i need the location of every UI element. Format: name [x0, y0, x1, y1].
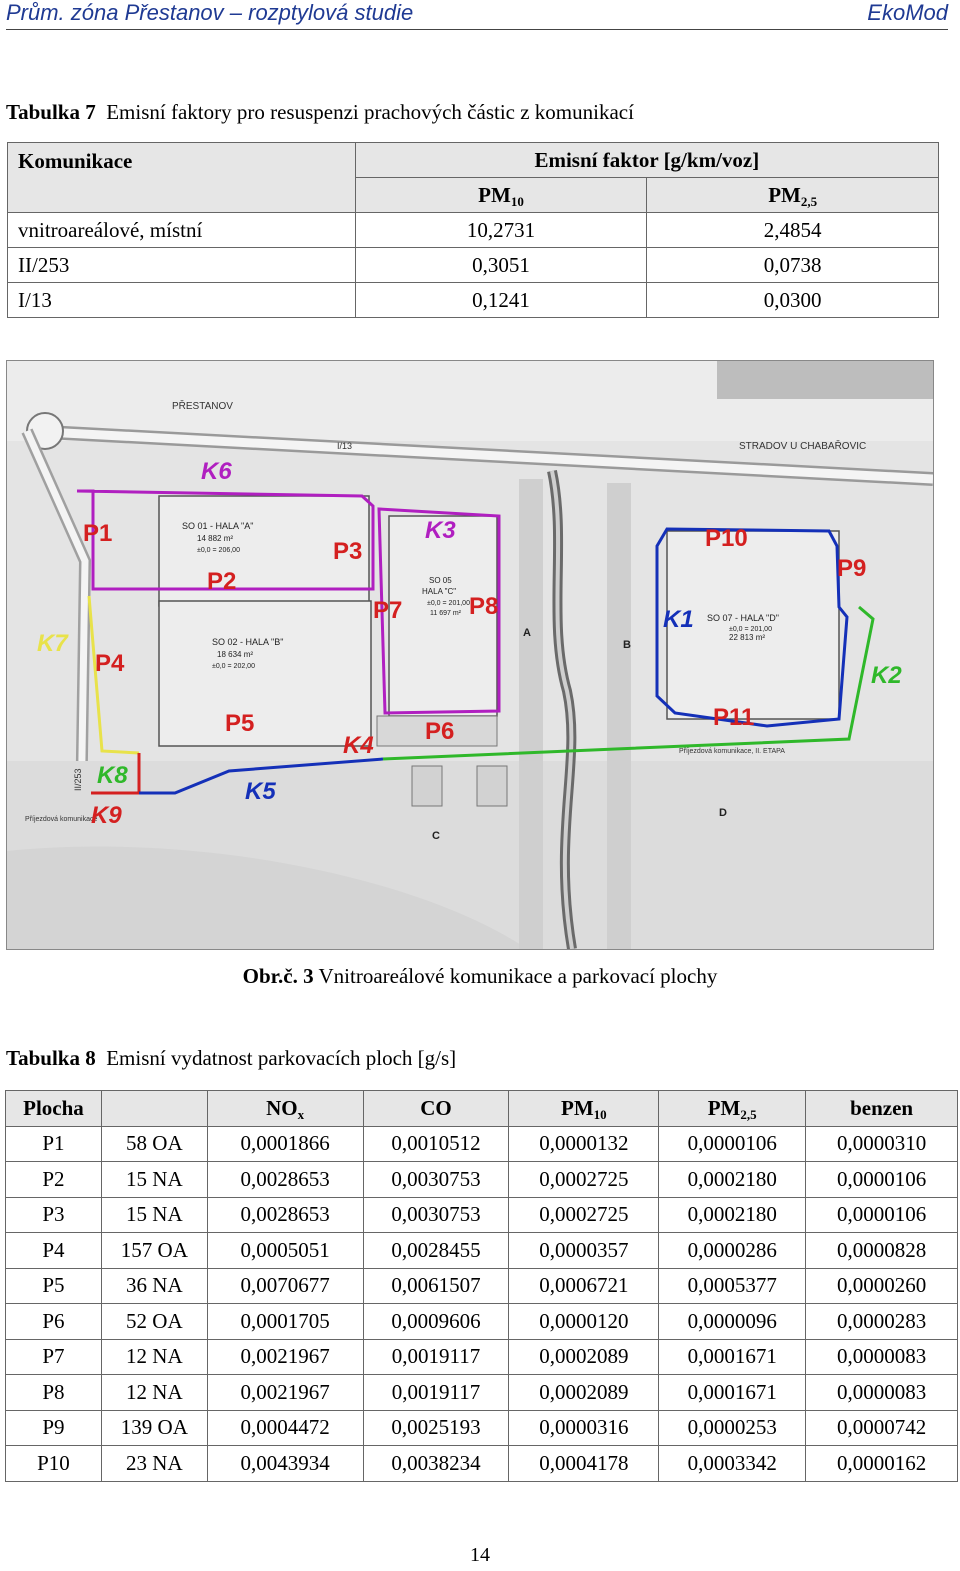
label-k1: K1 — [663, 606, 694, 633]
town-stradov: STRADOV U CHABAŘOVIC — [739, 441, 867, 452]
vehicles-cell: 58 OA — [101, 1126, 207, 1162]
col-pm10-header: $PM_{10}$ — [355, 178, 647, 213]
pm10-cell: 0,0000132 — [509, 1126, 659, 1162]
table8-title: Emisní vydatnost parkovacích ploch [g/s] — [106, 1046, 457, 1070]
label-p7: P7 — [373, 597, 403, 624]
map-grey-patch — [717, 361, 933, 399]
co-cell: 0,0030753 — [363, 1197, 509, 1233]
label-p11: P11 — [713, 704, 755, 731]
running-header — [6, 0, 948, 26]
pm10-cell: 10,2731 — [355, 213, 647, 248]
road-cell: I/13 — [8, 283, 356, 318]
site-plan-map — [7, 361, 933, 949]
col-nox-header: $NO_x$ — [207, 1091, 363, 1127]
vehicles-cell: 12 NA — [101, 1375, 207, 1411]
page-number: 14 — [470, 1544, 490, 1566]
table-row — [6, 1126, 958, 1162]
co-cell: 0,0009606 — [363, 1304, 509, 1340]
hall-c-label: HALA "C" — [422, 587, 457, 596]
pm25-cell: 0,0005377 — [659, 1268, 806, 1304]
benzen-cell: 0,0000742 — [806, 1410, 958, 1446]
co-cell: 0,0019117 — [363, 1339, 509, 1375]
zone-c: C — [432, 830, 440, 842]
label-k3: K3 — [425, 517, 456, 544]
pm10-cell: 0,0002725 — [509, 1162, 659, 1198]
hall-d-area: 22 813 m² — [729, 633, 766, 642]
nox-cell: 0,0001705 — [207, 1304, 363, 1340]
zone-b: B — [623, 639, 631, 651]
hall-d-label: SO 07 - HALA "D" — [707, 613, 779, 623]
access-road-label: Příjezdová komunikace, II. ETAPA — [679, 748, 785, 755]
label-k7: K7 — [37, 630, 68, 657]
label-p1: P1 — [83, 520, 113, 547]
header-rule — [6, 29, 948, 30]
road-i13-label: I/13 — [337, 441, 353, 451]
pm25-cell: 0,0300 — [647, 283, 939, 318]
hall-b-area: 18 634 m² — [217, 650, 254, 659]
pm25-cell: 0,0002180 — [659, 1162, 806, 1198]
table-row — [8, 248, 939, 283]
table-row — [6, 1268, 958, 1304]
pm10-cell: 0,0000120 — [509, 1304, 659, 1340]
header-title: Prům. zóna Přestanov – rozptylová studie — [6, 0, 414, 25]
area-cell: P9 — [6, 1410, 102, 1446]
label-p9: P9 — [837, 555, 867, 582]
table-row — [6, 1233, 958, 1269]
co-cell: 0,0061507 — [363, 1268, 509, 1304]
table7-label: Tabulka 7 — [6, 100, 96, 124]
table7-title: Emisní faktory pro resuspenzi prachových částic z komunikací — [106, 100, 634, 124]
hall-a-area: 14 882 m² — [197, 534, 234, 543]
table-row — [6, 1197, 958, 1233]
co-cell: 0,0019117 — [363, 1375, 509, 1411]
pm25-cell: 0,0000106 — [659, 1126, 806, 1162]
nox-cell: 0,0070677 — [207, 1268, 363, 1304]
table-header-row — [6, 1091, 958, 1127]
vehicles-cell: 23 NA — [101, 1446, 207, 1482]
road-cell: II/253 — [8, 248, 356, 283]
pm10-cell: 0,0002089 — [509, 1339, 659, 1375]
co-cell: 0,0028455 — [363, 1233, 509, 1269]
label-p5: P5 — [225, 710, 255, 737]
area-cell: P10 — [6, 1446, 102, 1482]
pm25-cell: 0,0001671 — [659, 1375, 806, 1411]
parking-emission-table — [5, 1090, 958, 1482]
pm25-cell: 0,0000096 — [659, 1304, 806, 1340]
nox-cell: 0,0021967 — [207, 1339, 363, 1375]
zone-a: A — [523, 627, 531, 639]
label-p2: P2 — [207, 568, 237, 595]
vehicles-cell: 12 NA — [101, 1339, 207, 1375]
benzen-cell: 0,0000106 — [806, 1197, 958, 1233]
pm25-cell: 0,0001671 — [659, 1339, 806, 1375]
col-pm10-header: $PM_{10}$ — [509, 1091, 659, 1127]
col-vehicles-header — [101, 1091, 207, 1127]
table-row — [6, 1304, 958, 1340]
label-k9: K9 — [91, 802, 122, 829]
label-k5: K5 — [245, 778, 276, 805]
hall-b-level: ±0,0 = 202,00 — [212, 663, 255, 670]
hall-a-label: SO 01 - HALA "A" — [182, 521, 254, 531]
figure-label: Obr.č. — [242, 964, 298, 988]
col-pm25-header: $PM_{2,5}$ — [659, 1091, 806, 1127]
area-cell: P5 — [6, 1268, 102, 1304]
label-p10: P10 — [705, 525, 748, 552]
hatched-stripe — [519, 479, 543, 949]
nox-cell: 0,0001866 — [207, 1126, 363, 1162]
road-ii253-label: II/253 — [73, 768, 83, 791]
area-cell: P6 — [6, 1304, 102, 1340]
area-cell: P1 — [6, 1126, 102, 1162]
col-road-header: Komunikace — [8, 143, 356, 213]
nox-cell: 0,0004472 — [207, 1410, 363, 1446]
label-k2: K2 — [871, 662, 902, 689]
vehicles-cell: 139 OA — [101, 1410, 207, 1446]
col-area-header: Plocha — [6, 1091, 102, 1127]
table-row — [6, 1375, 958, 1411]
col-benzen-header: benzen — [806, 1091, 958, 1127]
benzen-cell: 0,0000310 — [806, 1126, 958, 1162]
vehicles-cell: 15 NA — [101, 1162, 207, 1198]
pm25-cell: 0,0002180 — [659, 1197, 806, 1233]
hall-c-level: ±0,0 = 201,00 — [427, 600, 470, 607]
co-cell: 0,0038234 — [363, 1446, 509, 1482]
access-road-left-label: Příjezdová komunikace — [25, 816, 98, 823]
zone-d: D — [719, 807, 727, 819]
label-k6: K6 — [201, 458, 232, 485]
header-brand: EkoMod — [867, 0, 948, 25]
table8-label: Tabulka 8 — [6, 1046, 96, 1070]
area-cell: P7 — [6, 1339, 102, 1375]
pm25-cell: 2,4854 — [647, 213, 939, 248]
table-row — [6, 1162, 958, 1198]
hall-c-number: SO 05 — [429, 576, 452, 585]
hall-c-area: 11 697 m² — [430, 610, 461, 617]
hall-a-level: ±0,0 = 206,00 — [197, 547, 240, 554]
area-cell: P3 — [6, 1197, 102, 1233]
nox-cell: 0,0028653 — [207, 1197, 363, 1233]
pm10-cell: 0,3051 — [355, 248, 647, 283]
benzen-cell: 0,0000828 — [806, 1233, 958, 1269]
col-factor-header: Emisní faktor [g/km/voz] — [355, 143, 938, 178]
vehicles-cell: 36 NA — [101, 1268, 207, 1304]
pm10-cell: 0,0000357 — [509, 1233, 659, 1269]
pm10-cell: 0,0000316 — [509, 1410, 659, 1446]
pm10-cell: 0,0006721 — [509, 1268, 659, 1304]
pm10-cell: 0,1241 — [355, 283, 647, 318]
nox-cell: 0,0021967 — [207, 1375, 363, 1411]
pm25-cell: 0,0003342 — [659, 1446, 806, 1482]
nox-cell: 0,0043934 — [207, 1446, 363, 1482]
co-cell: 0,0010512 — [363, 1126, 509, 1162]
table8-caption — [6, 1046, 456, 1071]
figure-number: 3 — [303, 964, 314, 988]
town-prestanov: PŘESTANOV — [172, 401, 233, 412]
pm10-cell: 0,0002089 — [509, 1375, 659, 1411]
table7-caption — [6, 100, 634, 125]
table-row — [6, 1339, 958, 1375]
road-cell: vnitroareálové, místní — [8, 213, 356, 248]
pm25-cell: 0,0738 — [647, 248, 939, 283]
area-cell: P4 — [6, 1233, 102, 1269]
benzen-cell: 0,0000083 — [806, 1375, 958, 1411]
label-k8: K8 — [97, 762, 128, 789]
col-co-header: CO — [363, 1091, 509, 1127]
co-cell: 0,0030753 — [363, 1162, 509, 1198]
label-p8: P8 — [469, 593, 499, 620]
table-row — [6, 1410, 958, 1446]
nox-cell: 0,0028653 — [207, 1162, 363, 1198]
label-p3: P3 — [333, 538, 363, 565]
figure-caption — [0, 964, 960, 989]
vehicles-cell: 52 OA — [101, 1304, 207, 1340]
hall-b — [159, 601, 371, 746]
pm10-cell: 0,0004178 — [509, 1446, 659, 1482]
benzen-cell: 0,0000083 — [806, 1339, 958, 1375]
figure-text: Vnitroareálové komunikace a parkovací plochy — [318, 964, 718, 988]
label-k4: K4 — [343, 732, 374, 759]
site-plan-figure — [6, 360, 934, 950]
vehicles-cell: 157 OA — [101, 1233, 207, 1269]
label-p4: P4 — [95, 650, 125, 677]
table-row — [6, 1446, 958, 1482]
pm25-cell: 0,0000286 — [659, 1233, 806, 1269]
benzen-cell: 0,0000283 — [806, 1304, 958, 1340]
hall-d-level: ±0,0 = 201,00 — [729, 626, 772, 633]
emission-factor-table — [7, 142, 939, 318]
area-cell: P2 — [6, 1162, 102, 1198]
table-row — [8, 283, 939, 318]
label-p6: P6 — [425, 718, 455, 745]
vehicles-cell: 15 NA — [101, 1197, 207, 1233]
pm25-cell: 0,0000253 — [659, 1410, 806, 1446]
benzen-cell: 0,0000162 — [806, 1446, 958, 1482]
nox-cell: 0,0005051 — [207, 1233, 363, 1269]
area-cell: P8 — [6, 1375, 102, 1411]
benzen-cell: 0,0000106 — [806, 1162, 958, 1198]
col-pm25-header: $PM_{2,5}$ — [647, 178, 939, 213]
benzen-cell: 0,0000260 — [806, 1268, 958, 1304]
pm10-cell: 0,0002725 — [509, 1197, 659, 1233]
co-cell: 0,0025193 — [363, 1410, 509, 1446]
table-row — [8, 213, 939, 248]
hall-b-label: SO 02 - HALA "B" — [212, 637, 284, 647]
